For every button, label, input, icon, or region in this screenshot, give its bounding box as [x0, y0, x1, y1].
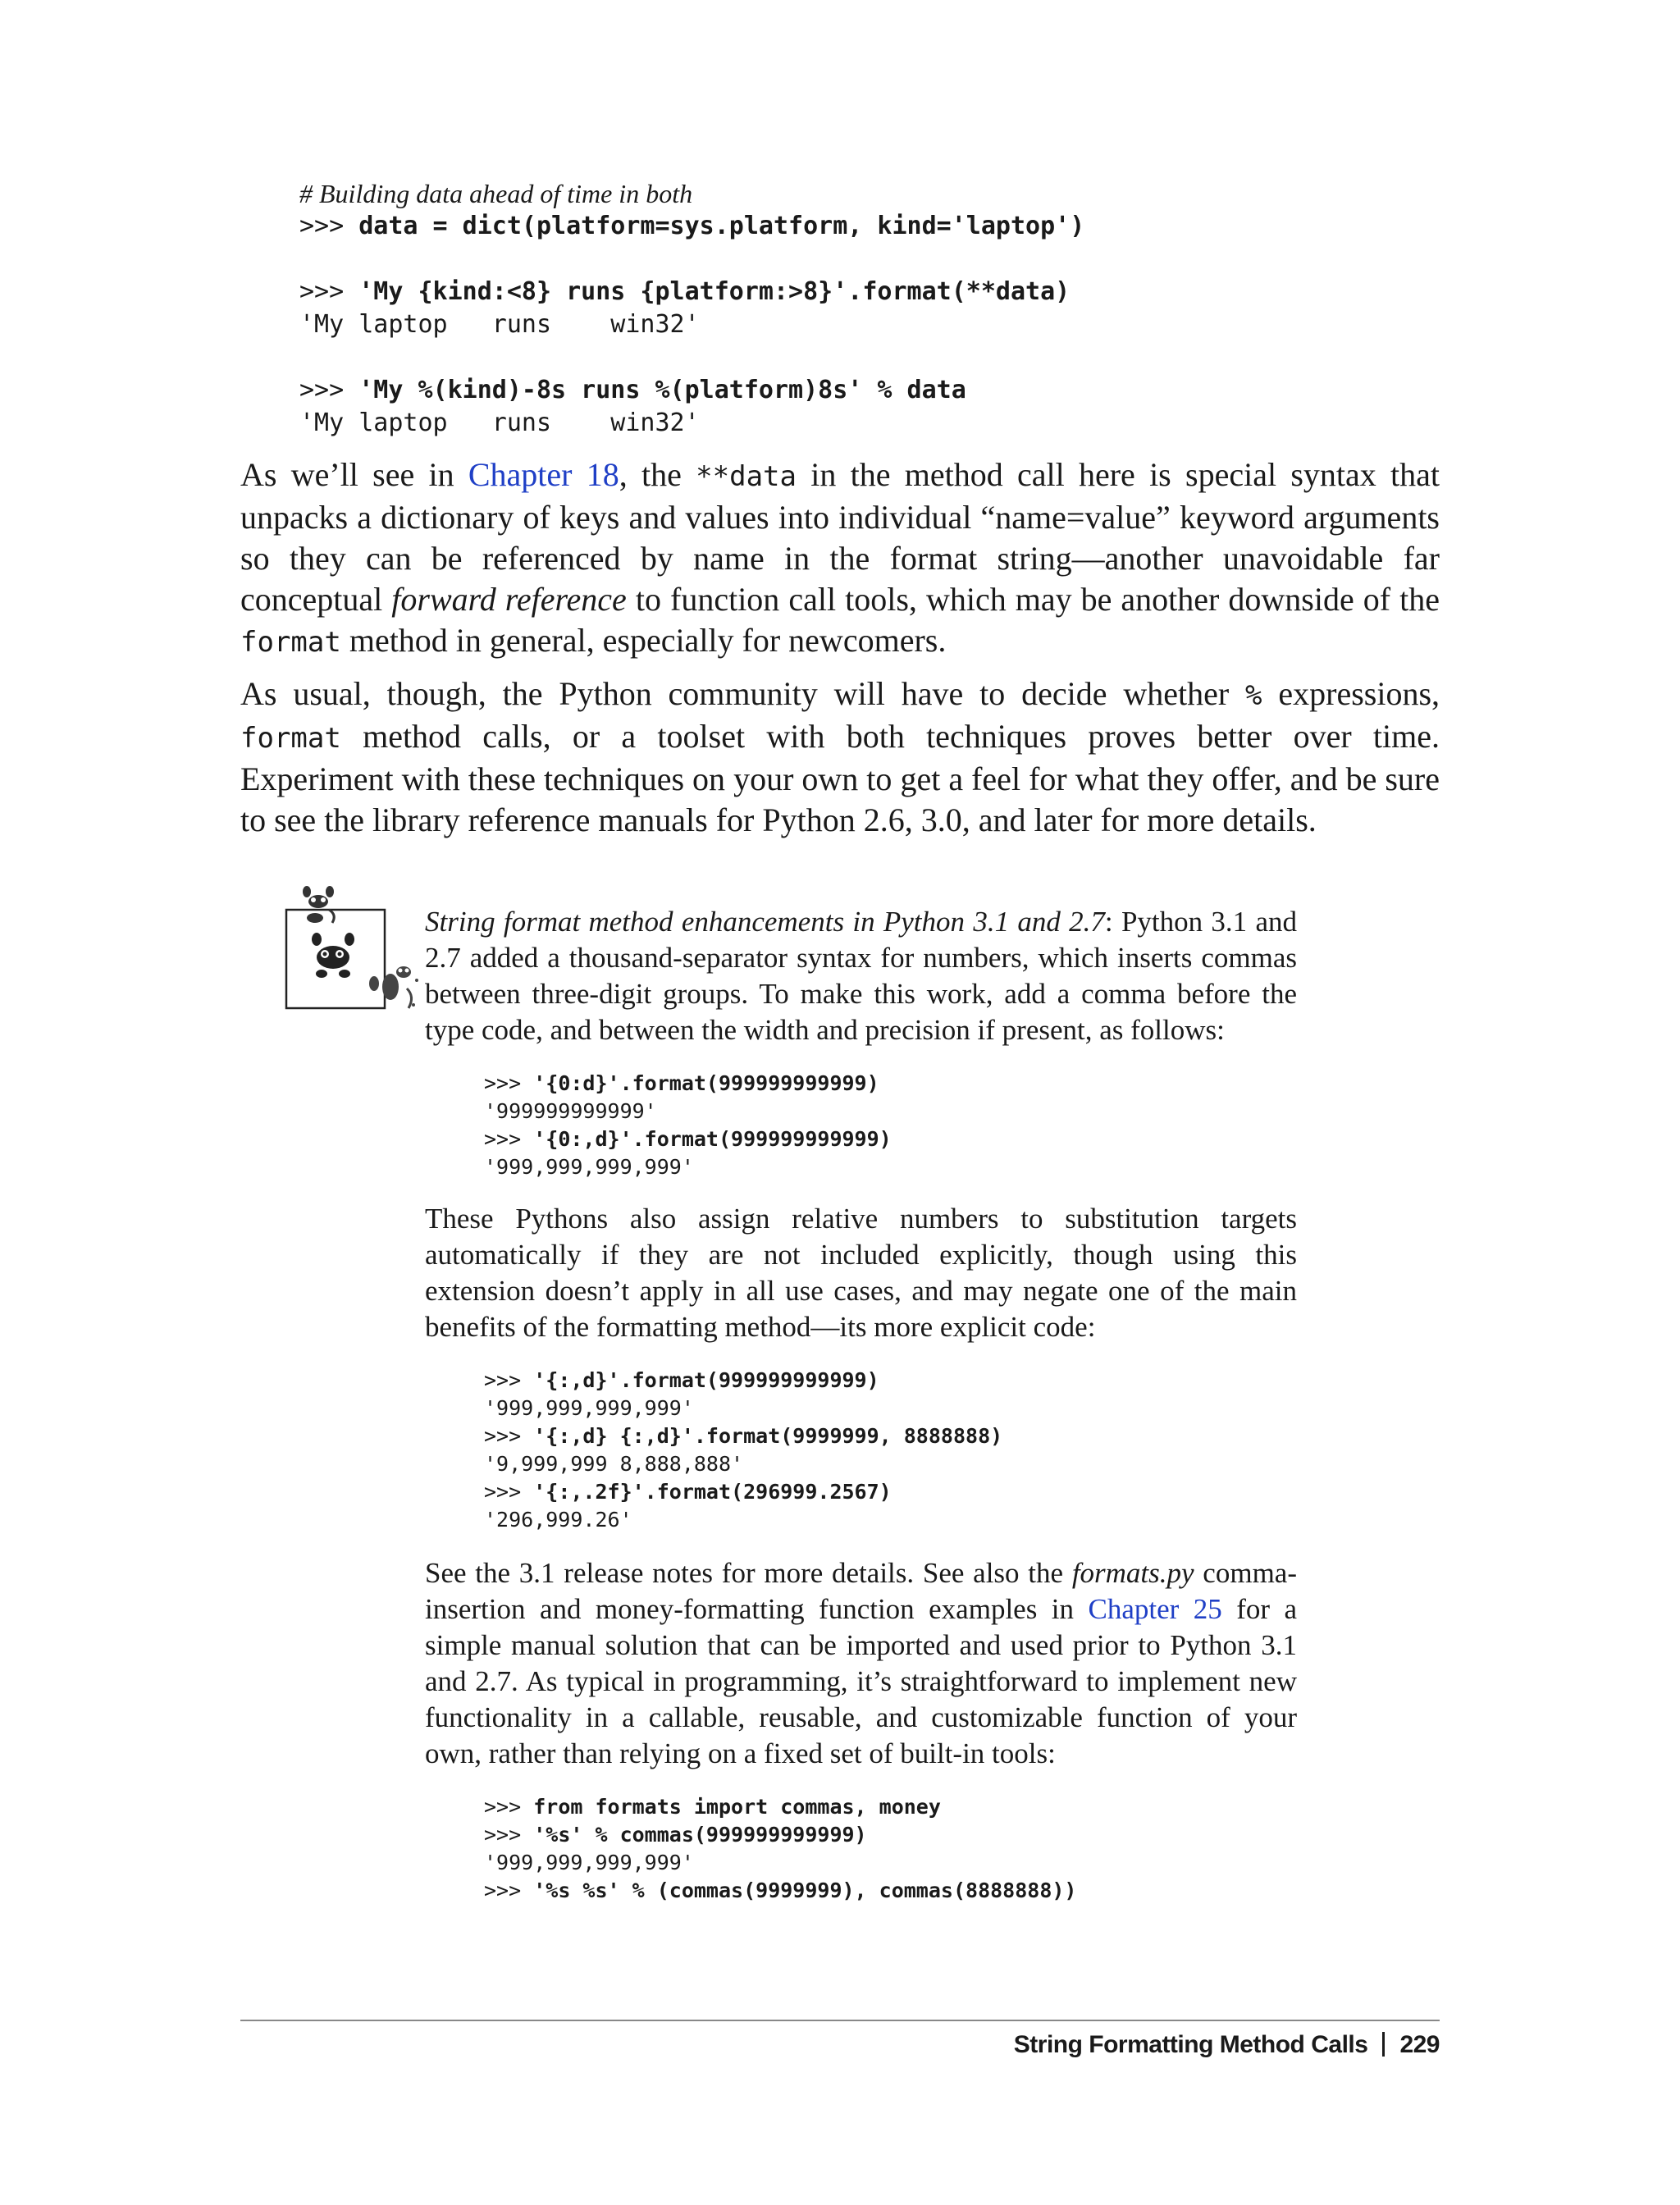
chapter-18-link[interactable]: Chapter 18 [468, 456, 619, 493]
code-comment: # Building data ahead of time in both [299, 179, 693, 208]
code-output-line [484, 1506, 1297, 1534]
code-statement: 'My {kind:<8} runs {platform:>8}'.format(**data) [358, 277, 1071, 306]
code-input-line [299, 243, 1448, 276]
paragraph-1 [240, 454, 1440, 663]
paragraph-2 [240, 673, 1440, 841]
code-statement: '{:,d} {:,d}'.format(9999999, 8888888) [533, 1424, 1003, 1448]
code-input-line [484, 1422, 1297, 1450]
code-input-line [299, 374, 1448, 407]
note-paragraph-1 [425, 904, 1297, 1048]
code-output: '296,999.26' [484, 1508, 632, 1532]
code-output: '999,999,999,999' [484, 1396, 694, 1420]
code-statement: '%s' % commas(999999999999) [533, 1823, 867, 1847]
code-input-line [484, 1367, 1297, 1395]
code-output: '9,999,999 8,888,888' [484, 1452, 744, 1476]
code-input-line [299, 210, 1448, 243]
code-prompt: >>> [484, 1424, 534, 1448]
text: method in general, especially for newcomers. [340, 622, 947, 659]
text: As usual, though, the Python community will have to decide whether [240, 675, 1246, 712]
code-input-line [484, 1070, 1297, 1098]
code-statement: data = dict(platform=sys.platform, kind='laptop') [358, 212, 1085, 240]
code-output: 'My laptop runs win32' [299, 310, 700, 339]
code-input-line [484, 1793, 1297, 1821]
text: , the [619, 456, 696, 493]
note-code-c [484, 1793, 1297, 1905]
chapter-25-link[interactable]: Chapter 25 [1088, 1593, 1222, 1625]
note-heading: String format method enhancements in Python 3.1 and 2.7 [425, 906, 1105, 938]
code-prompt: >>> [299, 212, 359, 240]
text: for a simple manual solution that can be imported and used prior to Python 3.1 and 2.7. As typical in programming, it’s straightforward to implement new functionality in a callable, reusable, and customizable function of your own, rather than relying on a fixed set of built-in tools: [425, 1593, 1297, 1769]
code-prompt: >>> [299, 376, 359, 404]
code-prompt: >>> [484, 1823, 534, 1847]
footer-rule [240, 2020, 1440, 2021]
code-prompt: >>> [484, 1071, 534, 1095]
code-statement: '%s %s' % (commas(9999999), commas(8888888)) [533, 1879, 1077, 1902]
note-paragraph-2: These Pythons also assign relative numbers to substitution targets automatically if they are not included explicitly, though using this extension doesn’t apply in all use cases, and may negate one of the main benefits of the formatting method—its more explicit code: [425, 1203, 1297, 1343]
code-output: '999,999,999,999' [484, 1851, 694, 1874]
tarsier-tip-icon [284, 882, 423, 1021]
code-output-line [299, 407, 1448, 440]
code-prompt: >>> [484, 1879, 534, 1902]
italic-term: forward reference [391, 581, 627, 618]
text: : Python 3.1 and 2.7 added a thousand-separator syntax for numbers, which inserts commas between three-digit groups. To make this work, add a comma before the type code, and between the width and precision if present, as follows: [425, 906, 1297, 1046]
footer-separator [1382, 2032, 1385, 2057]
code-output-line [484, 1450, 1297, 1478]
code-output-line [299, 308, 1448, 341]
code-input-line [484, 1821, 1297, 1849]
code-output-line [484, 1849, 1297, 1877]
page-footer [1014, 2031, 1440, 2059]
code-output: 'My laptop runs win32' [299, 409, 700, 437]
code-output-line [484, 1098, 1297, 1125]
text: method calls, or a toolset with both techniques proves better over time. Experiment with these techniques on your own to get a feel for what they offer, and be sure to see the library reference manuals for Python 2.6, 3.0, and later for more details. [240, 718, 1440, 838]
text: expressions, [1262, 675, 1440, 712]
note-paragraph-3 [425, 1555, 1297, 1772]
page-number: 229 [1399, 2031, 1440, 2058]
inline-code: format [240, 722, 341, 755]
code-output: '999999999999' [484, 1099, 657, 1123]
code-statement: '{0:d}'.format(999999999999) [533, 1071, 879, 1095]
text: See the 3.1 release notes for more details. See also the [425, 1557, 1072, 1589]
code-prompt: >>> [484, 1127, 534, 1151]
code-prompt: >>> [484, 1368, 534, 1392]
code-output-line [484, 1153, 1297, 1181]
inline-code: % [1245, 679, 1262, 712]
text: in the method call here is special syntax that unpacks a dictionary of keys and values into individual “name=value” keyword arguments so they can be referenced by name in the format string—another unavoidable far conceptual [240, 456, 1440, 618]
code-statement: from formats import commas, money [533, 1795, 941, 1819]
inline-code: format [240, 626, 341, 659]
running-section-title: String Formatting Method Calls [1013, 2031, 1368, 2058]
code-output-line [484, 1395, 1297, 1422]
text: comma-insertion and money-formatting function examples in [425, 1557, 1297, 1625]
text: As we’ll see in [240, 456, 468, 493]
code-block-1 [299, 177, 1448, 440]
code-prompt: >>> [484, 1795, 534, 1819]
code-statement: '{:,.2f}'.format(296999.2567) [533, 1480, 892, 1504]
code-prompt: >>> [484, 1480, 534, 1504]
code-input-line [484, 1125, 1297, 1153]
code-input-line [299, 341, 1448, 374]
note-code-b [484, 1367, 1297, 1534]
code-statement: '{:,d}'.format(999999999999) [533, 1368, 879, 1392]
code-statement: '{0:,d}'.format(999999999999) [533, 1127, 892, 1151]
filename: formats.py [1071, 1557, 1194, 1589]
inline-code: **data [696, 460, 797, 493]
text: to function call tools, which may be another downside of the [626, 581, 1440, 618]
code-statement: 'My %(kind)-8s runs %(platform)8s' % data [358, 376, 966, 404]
code-lines [299, 210, 1448, 440]
code-prompt: >>> [299, 277, 359, 306]
note-box [425, 904, 1297, 1905]
code-input-line [484, 1877, 1297, 1905]
note-code-a [484, 1070, 1297, 1181]
code-output: '999,999,999,999' [484, 1155, 694, 1179]
code-input-line [299, 276, 1448, 308]
code-input-line [484, 1478, 1297, 1506]
